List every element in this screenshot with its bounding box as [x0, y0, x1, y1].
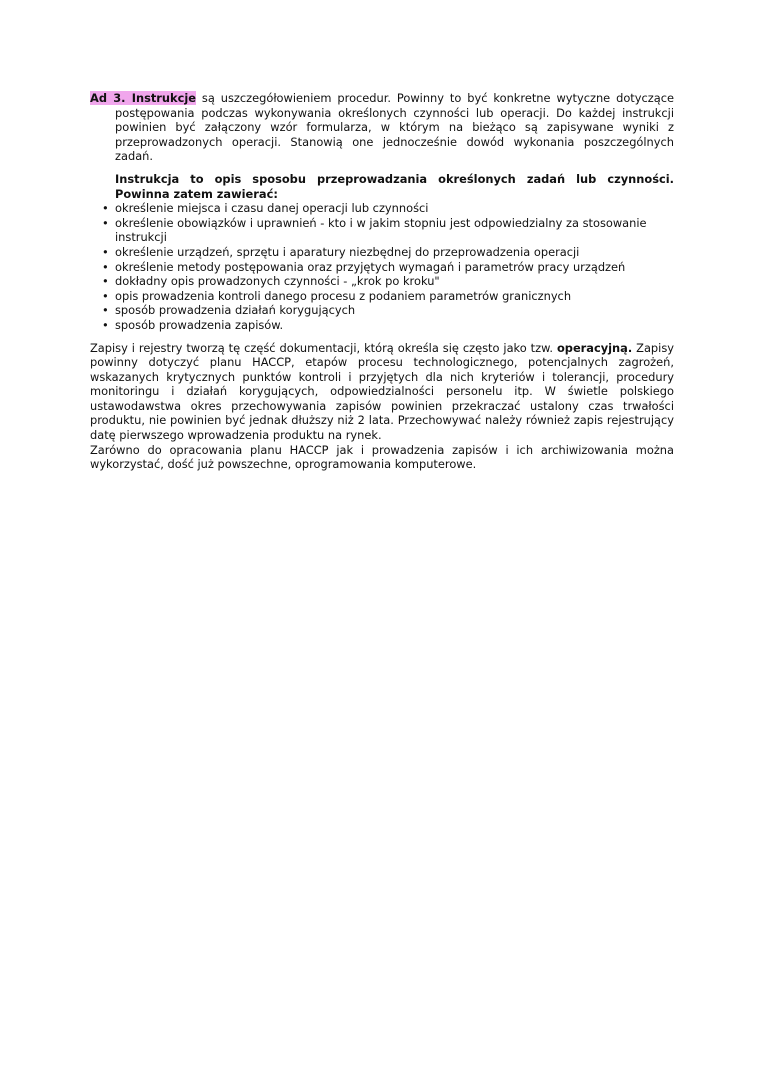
- instruction-contents-list: [90, 201, 674, 332]
- records-paragraph: [90, 341, 674, 443]
- list-item: • określenie obowiązków i uprawnień - kto i w jakim stopniu jest odpowiedzialny za stosowanie instrukcji: [115, 216, 674, 245]
- list-item: • sposób prowadzenia działań korygujących: [115, 303, 674, 318]
- records-sentence-start: Zapisy i rejestry tworzą tę część dokumentacji, którą określa się często jako tzw.: [90, 340, 557, 355]
- list-item: • sposób prowadzenia zapisów.: [115, 318, 674, 333]
- section-heading-highlighted: Ad 3. Instrukcje: [90, 91, 196, 105]
- software-paragraph: Zarówno do opracowania planu HACCP jak i prowadzenia zapisów i ich archiwizowania można wykorzystać, dość już powszechne, oprogramowania komputerowe.: [90, 442, 674, 472]
- list-item: • określenie metody postępowania oraz przyjętych wymagań i parametrów pracy urządzeń: [115, 260, 674, 275]
- instruction-definition: Instrukcja to opis sposobu przeprowadzania określonych zadań lub czynności. Powinna zatem zawierać:: [115, 171, 674, 201]
- document-page: [90, 91, 674, 472]
- list-item: • określenie urządzeń, sprzętu i aparatury niezbędnej do przeprowadzenia operacji: [115, 245, 674, 260]
- operational-term: operacyjną.: [556, 340, 633, 355]
- intro-text: są uszczegółowieniem procedur. Powinny to być konkretne wytyczne dotyczące postępowania podczas wykonywania określonych czynności lub operacji. Do każdej instrukcji powinien być załączony wzór formularza, w którym na bieżąco są zapisywane wyniki z przeprowadzonych operacji. Stanowią one jednocześnie dowód wykonania poszczególnych zadań.: [115, 91, 674, 164]
- list-item: • dokładny opis prowadzonych czynności - „krok po kroku": [115, 274, 674, 289]
- records-text: Zapisy powinny dotyczyć planu HACCP, etapów procesu technologicznego, potencjalnych zagrożeń, wskazanych krytycznych punktów kontroli i przyjętych dla nich kryteriów i tolerancji, procedury monitoringu i działań korygujących, odpowiedzialności personelu itp. W świetle polskiego ustawodawstwa okres przechowywania zapisów powinien przekraczać ustalony czas trwałości produktu, nie powinien być jednak dłuższy niż 2 lata. Przechowywać należy również zapis rejestrujący datę pierwszego wprowadzenia produktu na rynek.: [90, 340, 674, 443]
- instructions-intro-paragraph: [90, 91, 674, 164]
- list-item: • określenie miejsca i czasu danej operacji lub czynności: [115, 201, 674, 216]
- list-item: • opis prowadzenia kontroli danego procesu z podaniem parametrów granicznych: [115, 289, 674, 304]
